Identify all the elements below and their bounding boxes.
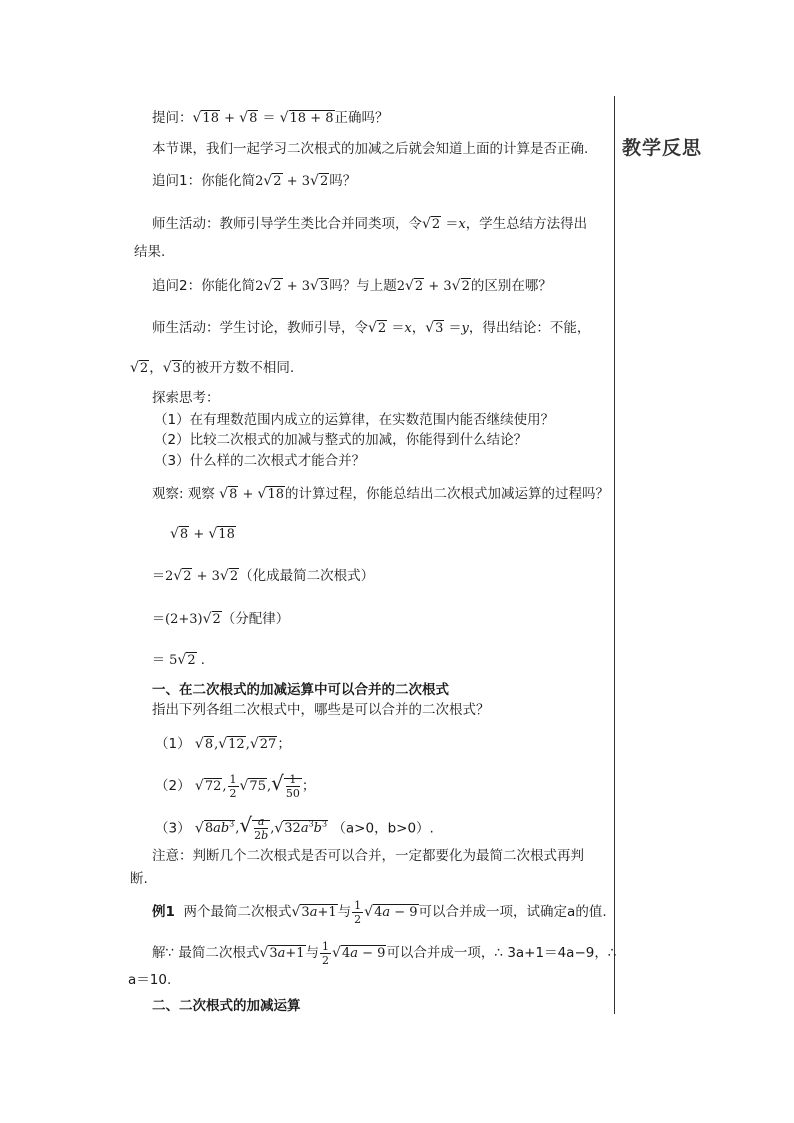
math-expr: √8 + √18 (219, 486, 284, 502)
section-1-heading: 一、在二次根式的加减运算中可以合并的二次根式 (152, 682, 449, 698)
math-expr: √3 ＝y (425, 320, 469, 336)
note-line-2: 断. (130, 871, 148, 887)
activity-line-1: 师生活动：教师引导学生类比合并同类项，令√2 ＝x，学生总结方法得出 (152, 216, 588, 232)
math-expr: √2 ＝x (422, 216, 466, 232)
calc-step-0 (170, 524, 236, 545)
intro-line: 本节课，我们一起学习二次根式的加减之后就会知道上面的计算是否正确. (152, 141, 589, 157)
activity-line-2: 师生活动：学生讨论，教师引导，令√2 ＝x，√3 ＝y，得出结论：不能， (152, 320, 591, 336)
math-expr: √2 ＝x (368, 320, 412, 336)
activity-line-2b: √2，√3的被开方数不相同. (130, 360, 295, 376)
math-expr: √72, $\frac{1}{2}$ √75,√ $\frac{1}{50}$ (194, 771, 300, 800)
explore-q2: （2）比较二次根式的加减与整式的加减，你能得到什么结论？ (154, 432, 528, 448)
teaching-reflection-title: 教学反思 (622, 137, 703, 159)
calc-step-3 (152, 650, 205, 671)
math-expr: √3a+1 (259, 945, 305, 961)
math-expr: 2√2 + 3√3 (255, 278, 329, 294)
explore-heading: 探索思考： (152, 390, 220, 406)
math-expr: ＝ 5√2 . (152, 652, 205, 668)
follow-up-1: 追问1：你能化简2√2 + 3√2吗？ (152, 173, 357, 189)
math-expr: $√8ab^3,√$ $\frac{a}{2b}$ $,√32a^3b^3$ (194, 813, 328, 843)
math-expr: √18 + √8 ＝ √18 + 8 (192, 110, 334, 126)
calc-step-2: ＝(2+3)√2（分配律） (152, 611, 290, 627)
exercise-2: （2） √72, $\frac{1}{2}$ √75,√ $\frac{1}{50}$ ； (155, 771, 316, 800)
solution-line-1: 解∵ 最简二次根式√3a+1与 $\frac{1}{2}$ √4a − 9可以合并成一项，∴ 3a+1＝4a−9，∴ (152, 940, 617, 967)
math-expr: √3 (162, 360, 181, 376)
solution-line-2: a＝10. (128, 972, 172, 988)
activity-line-1b: 结果. (134, 244, 166, 260)
section-1-prompt: 指出下列各组二次根式中，哪些是可以合并的二次根式？ (152, 702, 490, 718)
math-expr: √2 (130, 360, 149, 376)
math-expr: √3a+1 (291, 904, 337, 920)
note-line-1: 注意：判断几个二次根式是否可以合并，一定都要化为最简二次根式再判 (152, 848, 584, 864)
question-line: 提问：√18 + √8 ＝ √18 + 8正确吗？ (152, 110, 389, 126)
follow-up-2: 追问2：你能化简2√2 + 3√3吗？与上题2√2 + 3√2的区别在哪？ (152, 278, 552, 294)
math-expr: 2√2 + 3√2 (396, 278, 470, 294)
exercise-3: （3） $√8ab^3,√$ $\frac{a}{2b}$ $,√32a^3b^3$ （a>0，b>0）. (155, 813, 434, 843)
section-2-heading: 二、二次根式的加减运算 (152, 998, 301, 1014)
exercise-1: （1） √8,√12,√27； (155, 736, 291, 752)
math-expr: √8 + √18 (170, 526, 235, 542)
observe-line: 观察: 观察 √8 + √18的计算过程，你能总结出二次根式加减运算的过程吗？ (152, 486, 609, 502)
math-expr: √8,√12,√27 (194, 736, 277, 752)
math-expr: 2√2 + 3√2 (255, 173, 329, 189)
explore-q1: （1）在有理数范围内成立的运算律，在实数范围内能否继续使用？ (154, 412, 555, 428)
math-expr: ＝2√2 + 3√2 (152, 568, 239, 584)
math-expr: $\frac{1}{2}$ √4a − 9 (354, 899, 418, 926)
example-1: 例1 两个最简二次根式√3a+1与 $\frac{1}{2}$ √4a − 9可以合并成一项，试确定a的值. (152, 899, 607, 926)
calc-step-1: ＝2√2 + 3√2（化成最简二次根式） (152, 568, 375, 584)
explore-q3: （3）什么样的二次根式才能合并？ (154, 453, 366, 469)
math-expr: ＝(2+3)√2 (152, 611, 221, 627)
math-expr: $\frac{1}{2}$ √4a − 9 (322, 940, 386, 967)
column-divider (614, 96, 615, 1014)
